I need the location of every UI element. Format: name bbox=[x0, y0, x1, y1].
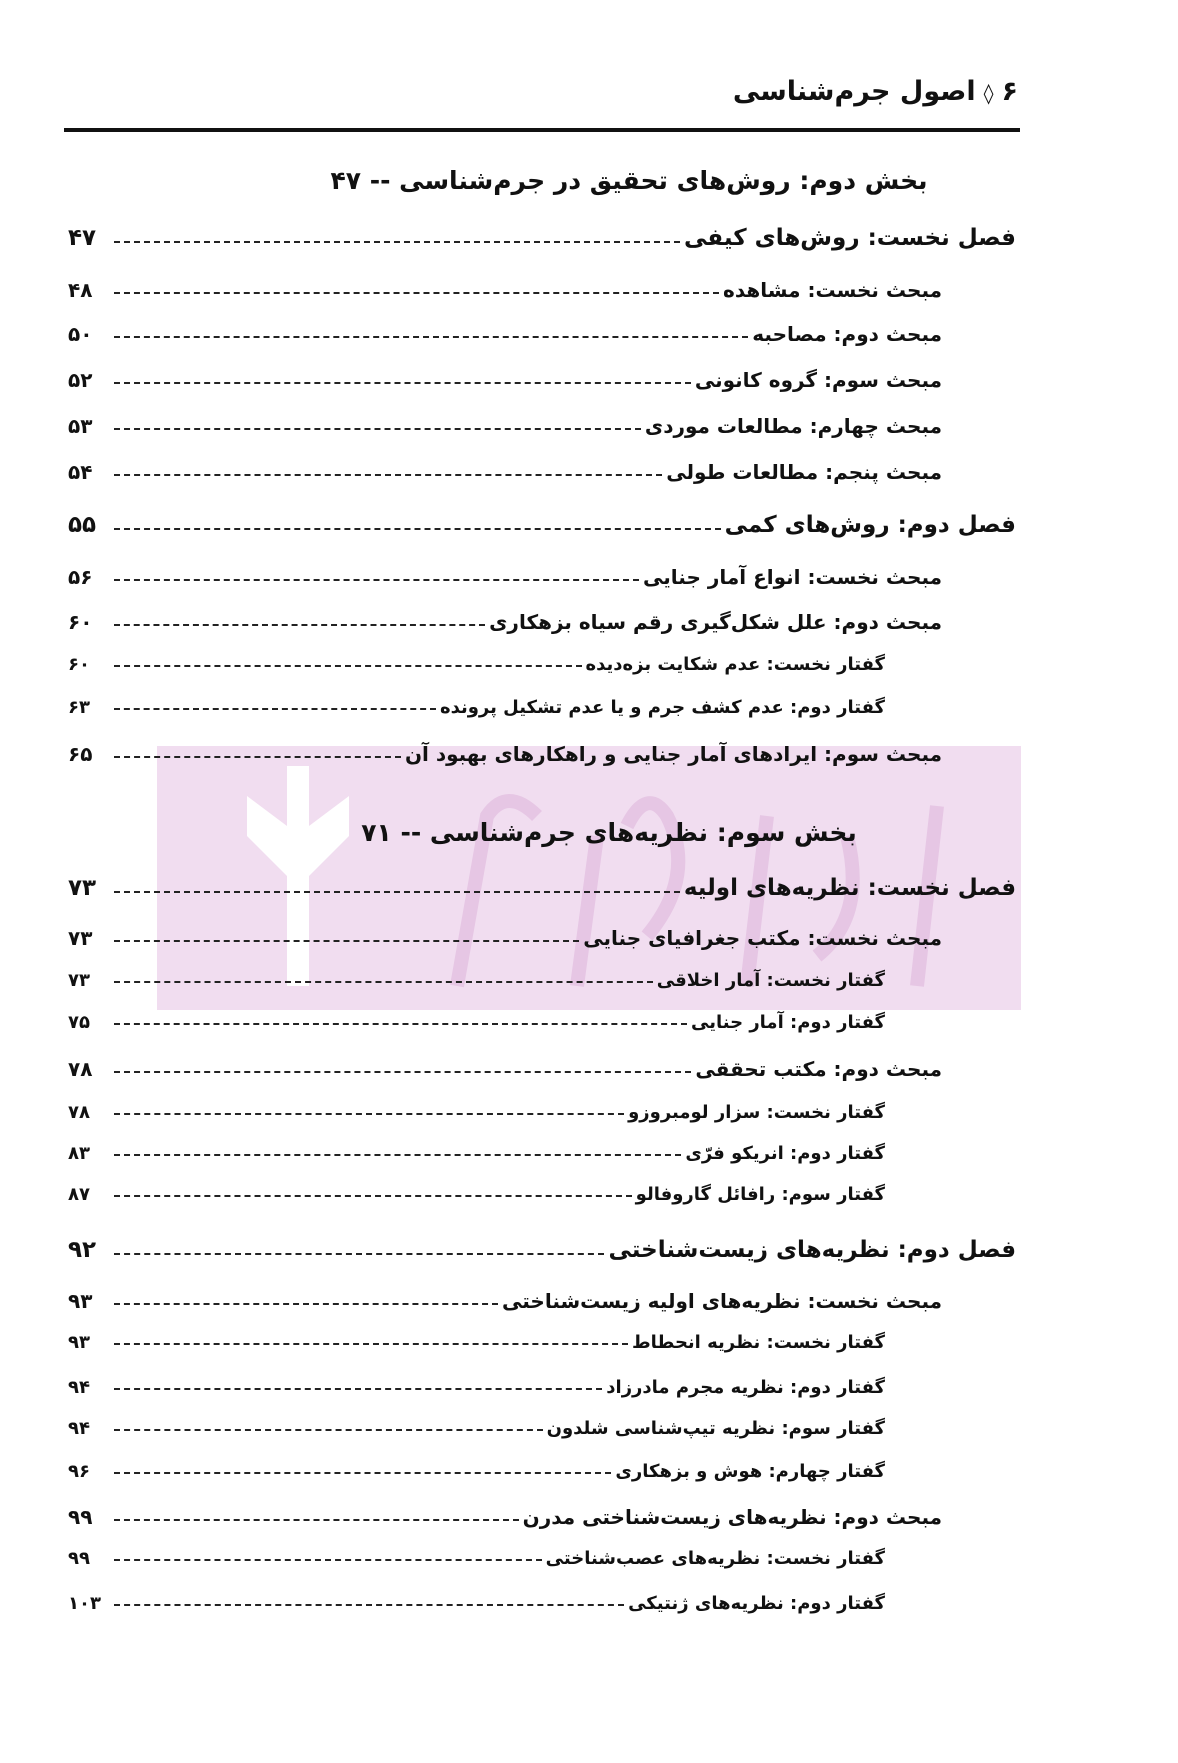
toc-entry-page: ۸۷ bbox=[68, 1184, 90, 1205]
toc-entry-page: ۹۶ bbox=[68, 1461, 90, 1482]
toc-entry-page: ۵۰ bbox=[68, 322, 93, 346]
dot-leader bbox=[114, 1388, 602, 1390]
header-rule bbox=[64, 128, 1020, 132]
dot-leader bbox=[114, 940, 579, 942]
toc-entry-page: ۷۸ bbox=[68, 1102, 90, 1123]
dot-leader bbox=[114, 528, 721, 530]
toc-entry-page: ۸۳ bbox=[68, 1143, 90, 1164]
toc-entry-page: ۹۳ bbox=[68, 1289, 93, 1313]
dot-leader bbox=[114, 241, 680, 243]
toc-entry-page: ۴۸ bbox=[68, 278, 93, 302]
dot-leader bbox=[114, 1429, 543, 1431]
dot-leader bbox=[114, 1113, 624, 1115]
toc-entry-page: ۴۷ bbox=[68, 225, 97, 251]
dot-leader bbox=[114, 1253, 604, 1255]
toc-entry[interactable] bbox=[68, 368, 942, 392]
dot-leader bbox=[114, 428, 641, 430]
toc-entry-page: ۶۳ bbox=[68, 697, 90, 718]
toc-entry[interactable] bbox=[68, 1377, 885, 1398]
toc-entry-page: ۷۳ bbox=[68, 970, 90, 991]
toc-entry[interactable] bbox=[68, 742, 942, 766]
toc-entry[interactable] bbox=[68, 1548, 885, 1569]
toc-entry-title: فصل دوم: روش‌های کمی bbox=[724, 512, 1016, 538]
toc-entry[interactable] bbox=[68, 697, 885, 718]
dot-leader bbox=[114, 624, 485, 626]
dot-leader bbox=[114, 1604, 624, 1606]
toc-entry-page: ۶۵ bbox=[68, 742, 93, 766]
toc-entry-title: مبحث نخست: انواع آمار جنایی bbox=[643, 565, 942, 589]
toc-entry[interactable] bbox=[68, 1505, 942, 1529]
toc-entry-page: ۹۳ bbox=[68, 1332, 90, 1353]
toc-entry-page: ۵۲ bbox=[68, 368, 93, 392]
dot-leader bbox=[114, 579, 639, 581]
toc-entry-title: گفتار دوم: آمار جنایی bbox=[691, 1012, 885, 1033]
toc-entry[interactable] bbox=[68, 610, 942, 634]
dot-leader bbox=[114, 1343, 628, 1345]
toc-entry-page: ۷۳ bbox=[68, 926, 93, 950]
toc-entry-title: مبحث نخست: مکتب جغرافیای جنایی bbox=[583, 926, 942, 950]
toc-entry[interactable] bbox=[68, 875, 1016, 901]
toc-entry[interactable] bbox=[68, 1012, 885, 1033]
toc-entry[interactable] bbox=[68, 512, 1016, 538]
dot-leader bbox=[114, 1559, 542, 1561]
toc-entry-title: مبحث سوم: ایرادهای آمار جنایی و راهکارهای بهبود آن bbox=[404, 742, 942, 766]
toc-entry-page: ۹۹ bbox=[68, 1548, 90, 1569]
toc-entry-page: ۱۰۳ bbox=[68, 1593, 101, 1614]
toc-entry-title: مبحث چهارم: مطالعات موردی bbox=[644, 414, 942, 438]
toc-entry-page: ۹۲ bbox=[68, 1237, 97, 1263]
toc-entry[interactable] bbox=[68, 1461, 885, 1482]
dot-leader bbox=[114, 708, 436, 710]
toc-entry[interactable] bbox=[68, 565, 942, 589]
toc-entry-title: گفتار نخست: آمار اخلاقی bbox=[656, 970, 885, 991]
toc-entry-title: فصل نخست: نظریه‌های اولیه bbox=[683, 875, 1016, 901]
toc-entry-title: گفتار نخست: نظریه انحطاط bbox=[631, 1332, 885, 1353]
toc-entry-page: ۹۴ bbox=[68, 1418, 90, 1439]
toc-entry-page: ۹۹ bbox=[68, 1505, 93, 1529]
toc-entry-title: گفتار دوم: نظریه مجرم مادرزاد bbox=[606, 1377, 885, 1398]
book-title: اصول جرم‌شناسی bbox=[732, 76, 976, 107]
dot-leader bbox=[114, 382, 691, 384]
toc-entry-title: گفتار دوم: عدم کشف جرم و یا عدم تشکیل پرونده bbox=[439, 697, 885, 718]
dot-leader bbox=[114, 336, 748, 338]
dot-leader bbox=[114, 1303, 498, 1305]
running-header bbox=[733, 76, 1018, 107]
dot-leader bbox=[114, 1071, 691, 1073]
toc-entry-title: مبحث دوم: مکتب تحققی bbox=[695, 1057, 942, 1081]
dot-leader bbox=[114, 1023, 687, 1025]
toc-entry[interactable] bbox=[68, 654, 885, 675]
dot-leader bbox=[114, 981, 653, 983]
dot-leader bbox=[114, 665, 582, 667]
toc-entry[interactable] bbox=[68, 225, 1016, 251]
toc-entry[interactable] bbox=[68, 1593, 885, 1614]
toc-entry[interactable] bbox=[68, 460, 942, 484]
toc-entry-title: گفتار سوم: رافائل گاروفالو bbox=[635, 1184, 885, 1205]
toc-entry-title: گفتار نخست: عدم شکایت بزه‌دیده bbox=[585, 654, 885, 675]
toc-entry[interactable] bbox=[68, 1184, 885, 1205]
toc-entry-title: مبحث پنجم: مطالعات طولی bbox=[666, 460, 942, 484]
toc-entry[interactable] bbox=[68, 926, 942, 950]
toc-entry-title: مبحث نخست: مشاهده bbox=[723, 278, 942, 302]
toc-entry-title: فصل دوم: نظریه‌های زیست‌شناختی bbox=[608, 1237, 1016, 1263]
toc-entry-title: گفتار نخست: نظریه‌های عصب‌شناختی bbox=[545, 1548, 885, 1569]
toc-entry-page: ۵۳ bbox=[68, 414, 93, 438]
toc-entry-page: ۵۶ bbox=[68, 565, 93, 589]
toc-entry-page: ۵۴ bbox=[68, 460, 93, 484]
toc-entry[interactable] bbox=[68, 414, 942, 438]
toc-entry-title: مبحث دوم: مصاحبه bbox=[752, 322, 942, 346]
page-number: ۶ bbox=[1001, 76, 1018, 107]
toc-entry-title: فصل نخست: روش‌های کیفی bbox=[684, 225, 1016, 251]
part-heading: بخش سوم: نظریه‌های جرم‌شناسی -- ۷۱ bbox=[361, 818, 857, 847]
toc-entry-page: ۹۴ bbox=[68, 1377, 90, 1398]
dot-leader bbox=[114, 1154, 681, 1156]
toc-entry-title: گفتار دوم: انریکو فرّی bbox=[685, 1143, 885, 1164]
toc-entry-title: گفتار چهارم: هوش و بزهکاری bbox=[615, 1461, 885, 1482]
toc-entry[interactable] bbox=[68, 1289, 942, 1313]
toc-entry-title: مبحث نخست: نظریه‌های اولیه زیست‌شناختی bbox=[502, 1289, 942, 1313]
dot-leader bbox=[114, 756, 401, 758]
dot-leader bbox=[114, 474, 662, 476]
dot-leader bbox=[114, 1195, 632, 1197]
toc-entry-title: مبحث دوم: علل شکل‌گیری رقم سیاه بزهکاری bbox=[489, 610, 942, 634]
diamond-icon: ◊ bbox=[983, 81, 994, 105]
toc-entry-page: ۷۳ bbox=[68, 875, 97, 901]
toc-entry[interactable] bbox=[68, 1057, 942, 1081]
toc-entry-page: ۶۰ bbox=[68, 654, 90, 675]
part-heading: بخش دوم: روش‌های تحقیق در جرم‌شناسی -- ۴۷ bbox=[330, 166, 928, 195]
toc-entry[interactable] bbox=[68, 1332, 885, 1353]
toc-entry-title: مبحث سوم: گروه کانونی bbox=[694, 368, 942, 392]
toc-entry[interactable] bbox=[68, 1102, 885, 1123]
toc-entry[interactable] bbox=[68, 970, 885, 991]
toc-entry-title: گفتار دوم: نظریه‌های ژنتیکی bbox=[628, 1593, 885, 1614]
toc-entry-page: ۷۸ bbox=[68, 1057, 93, 1081]
toc-entry-title: گفتار نخست: سزار لومبروزو bbox=[628, 1102, 885, 1123]
dot-leader bbox=[114, 1519, 519, 1521]
toc-entry-title: گفتار سوم: نظریه تیپ‌شناسی شلدون bbox=[546, 1418, 885, 1439]
dot-leader bbox=[114, 891, 680, 893]
toc-entry[interactable] bbox=[68, 278, 942, 302]
toc-entry[interactable] bbox=[68, 1418, 885, 1439]
toc-entry-page: ۵۵ bbox=[68, 512, 97, 538]
toc-entry[interactable] bbox=[68, 322, 942, 346]
toc-entry[interactable] bbox=[68, 1237, 1016, 1263]
toc-entry-title: مبحث دوم: نظریه‌های زیست‌شناختی مدرن bbox=[522, 1505, 942, 1529]
dot-leader bbox=[114, 292, 719, 294]
toc-entry-page: ۶۰ bbox=[68, 610, 93, 634]
toc-entry-page: ۷۵ bbox=[68, 1012, 90, 1033]
dot-leader bbox=[114, 1472, 611, 1474]
toc-entry[interactable] bbox=[68, 1143, 885, 1164]
